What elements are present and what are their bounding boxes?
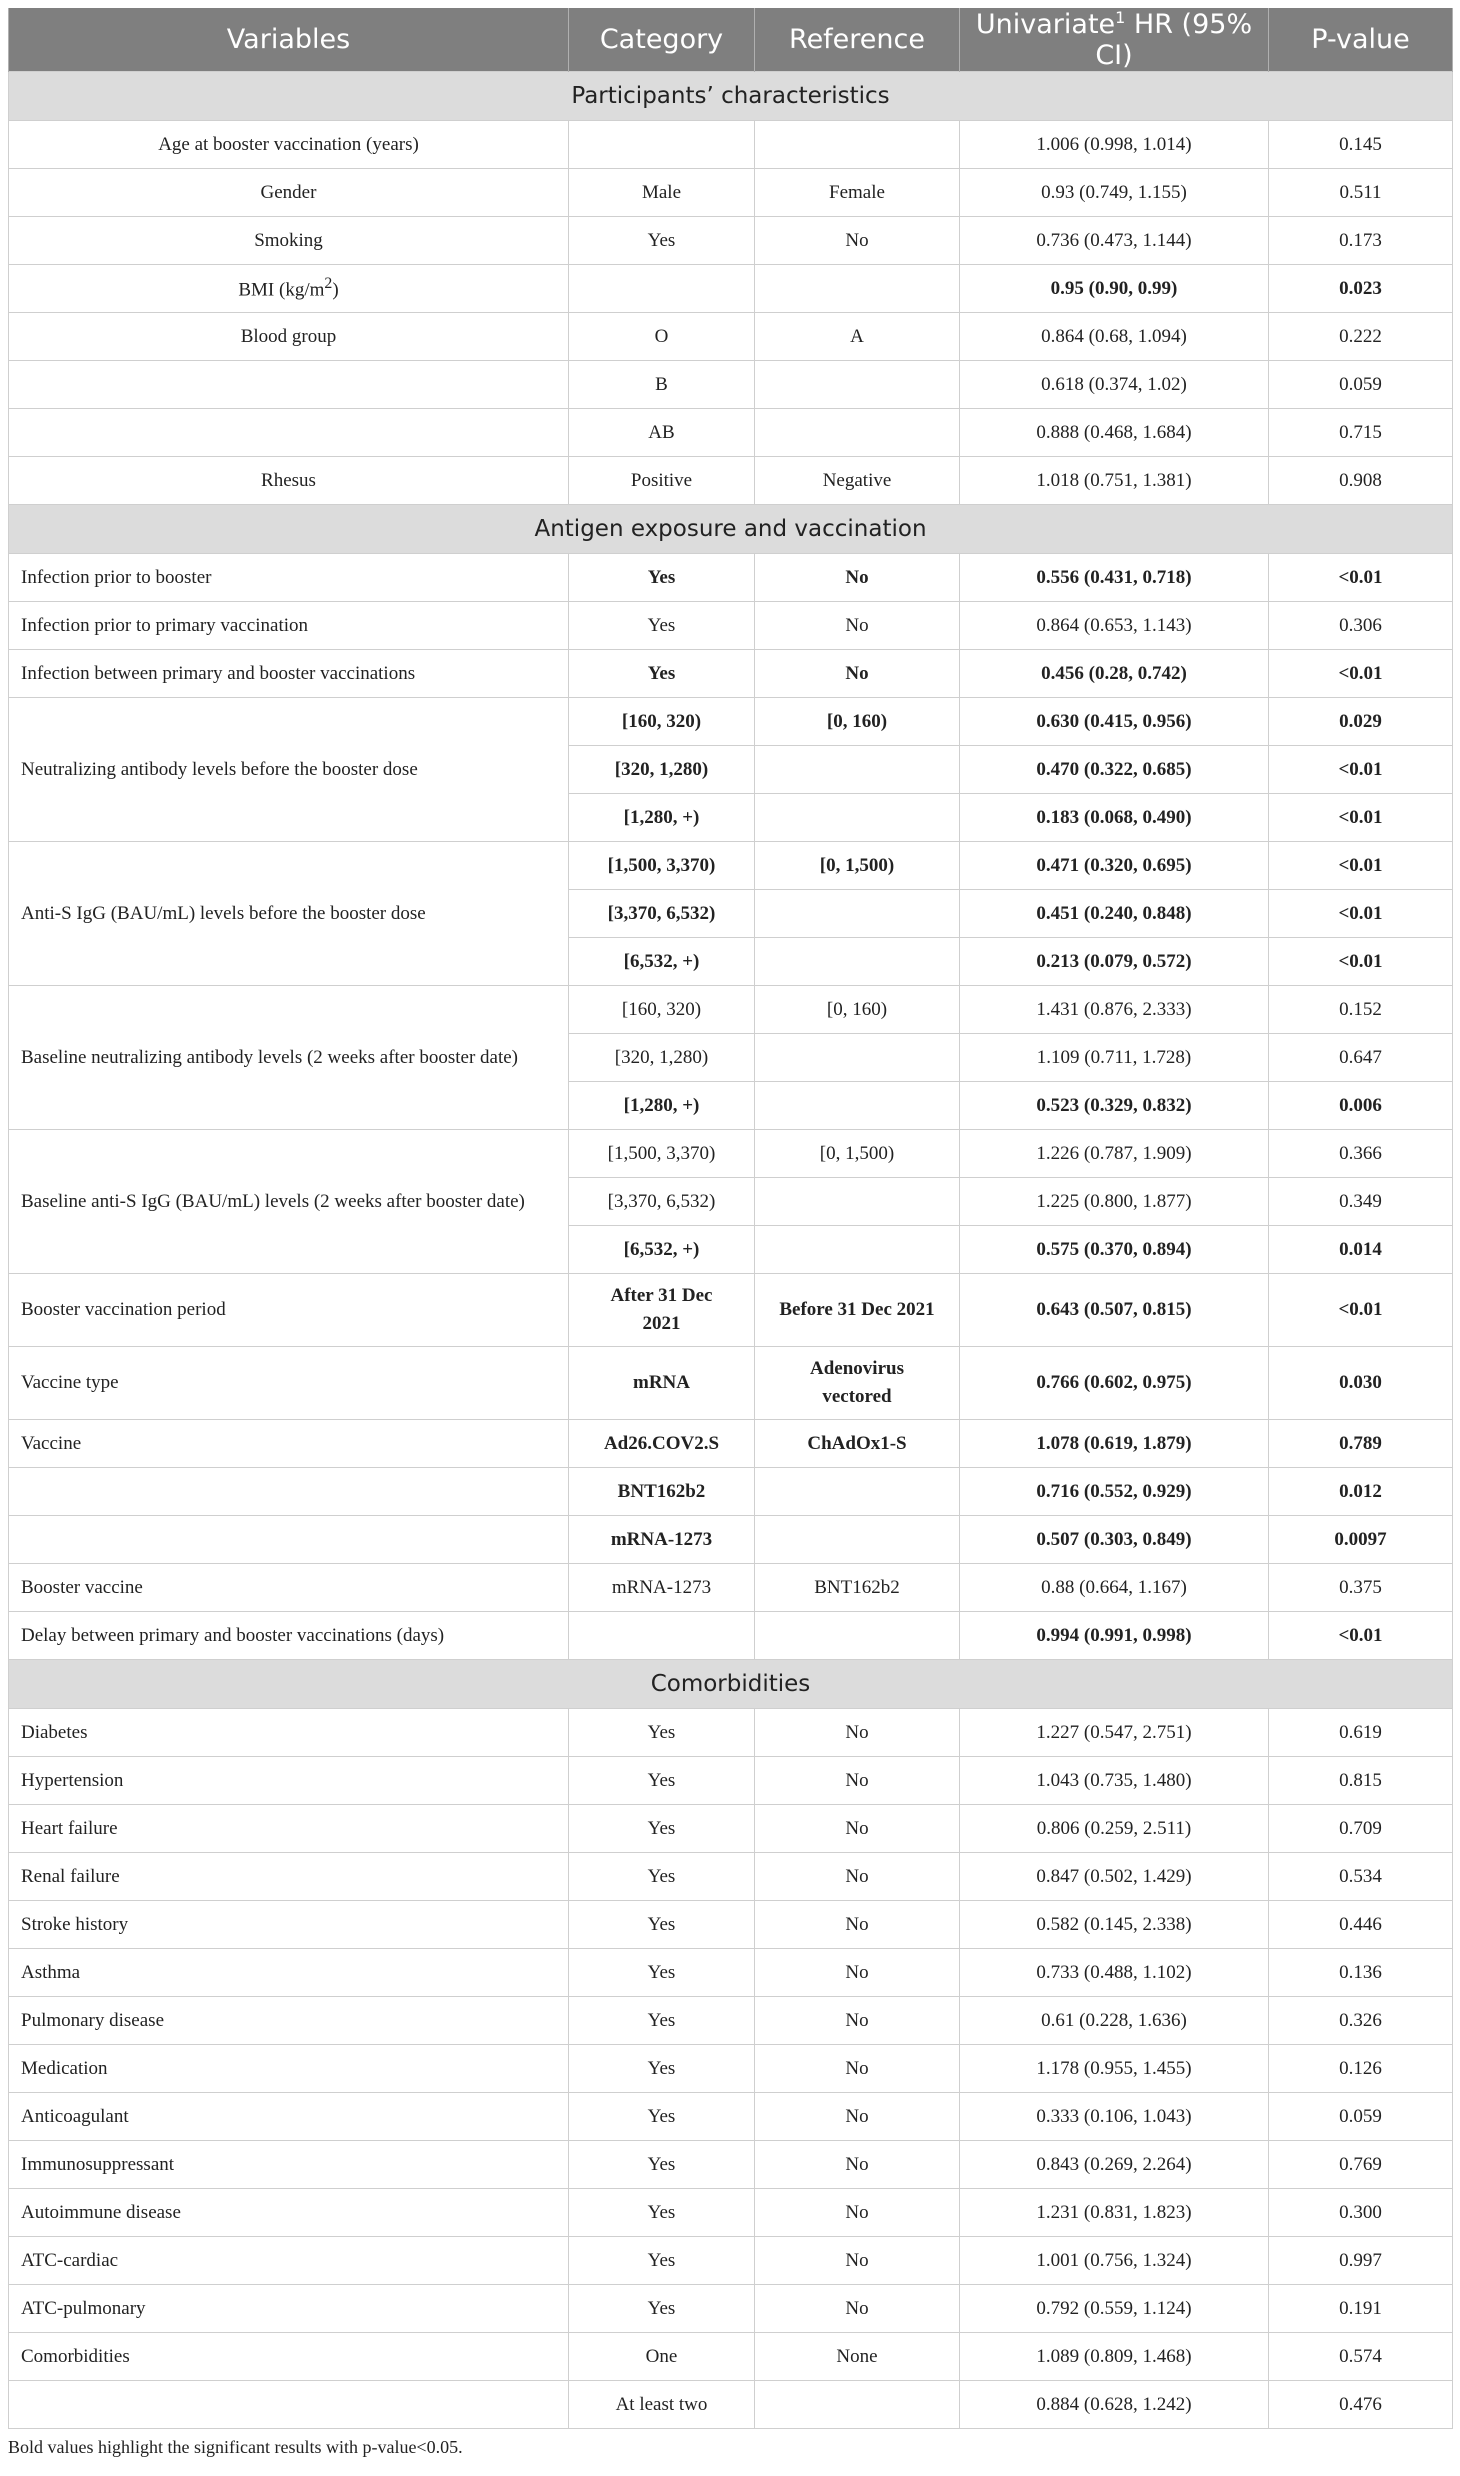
pvalue-cell: 0.997 xyxy=(1269,2237,1453,2285)
variable-cell: Vaccine type xyxy=(9,1347,569,1420)
hr-cell: 0.471 (0.320, 0.695) xyxy=(960,842,1269,890)
category-cell: Yes xyxy=(569,2285,755,2333)
hr-cell: 0.847 (0.502, 1.429) xyxy=(960,1853,1269,1901)
reference-cell xyxy=(755,1612,960,1660)
hr-cell: 1.178 (0.955, 1.455) xyxy=(960,2045,1269,2093)
pvalue-cell: 0.306 xyxy=(1269,602,1453,650)
variable-cell: Vaccine xyxy=(9,1420,569,1468)
section-row-comorbidities xyxy=(9,1660,1453,1709)
category-cell: [3,370, 6,532) xyxy=(569,890,755,938)
category-cell: Yes xyxy=(569,650,755,698)
category-cell: At least two xyxy=(569,2381,755,2429)
pvalue-cell: 0.647 xyxy=(1269,1034,1453,1082)
variable-cell xyxy=(9,1516,569,1564)
pvalue-cell: 0.375 xyxy=(1269,1564,1453,1612)
variable-cell: Anticoagulant xyxy=(9,2093,569,2141)
reference-cell: No xyxy=(755,2093,960,2141)
table-row xyxy=(9,1564,1453,1612)
reference-cell: BNT162b2 xyxy=(755,1564,960,1612)
bmi-label: BMI (kg/m xyxy=(238,279,325,301)
reference-cell xyxy=(755,121,960,169)
reference-cell xyxy=(755,1034,960,1082)
table-row xyxy=(9,1347,1453,1420)
hr-cell: 0.582 (0.145, 2.338) xyxy=(960,1901,1269,1949)
category-cell xyxy=(569,265,755,313)
category-cell: Yes xyxy=(569,2189,755,2237)
hr-cell: 0.864 (0.653, 1.143) xyxy=(960,602,1269,650)
variable-cell: Anti-S IgG (BAU/mL) levels before the booster dose xyxy=(9,842,569,986)
header-reference: Reference xyxy=(755,8,960,72)
hr-cell: 1.225 (0.800, 1.877) xyxy=(960,1178,1269,1226)
category-cell: Yes xyxy=(569,1997,755,2045)
reference-cell: No xyxy=(755,1709,960,1757)
category-cell: [320, 1,280) xyxy=(569,1034,755,1082)
table-container xyxy=(8,8,1452,2458)
variable-cell: Autoimmune disease xyxy=(9,2189,569,2237)
reference-cell: [0, 160) xyxy=(755,986,960,1034)
table-row xyxy=(9,361,1453,409)
header-variables: Variables xyxy=(9,8,569,72)
table-row xyxy=(9,457,1453,505)
variable-cell: Neutralizing antibody levels before the booster dose xyxy=(9,698,569,842)
pvalue-cell: 0.152 xyxy=(1269,986,1453,1034)
reference-cell xyxy=(755,1468,960,1516)
reference-cell: No xyxy=(755,2045,960,2093)
pvalue-cell: 0.789 xyxy=(1269,1420,1453,1468)
pvalue-cell: 0.715 xyxy=(1269,409,1453,457)
pvalue-cell: 0.326 xyxy=(1269,1997,1453,2045)
variable-cell: Immunosuppressant xyxy=(9,2141,569,2189)
variable-cell: Asthma xyxy=(9,1949,569,1997)
pvalue-cell: <0.01 xyxy=(1269,890,1453,938)
variable-cell: Infection between primary and booster vaccinations xyxy=(9,650,569,698)
table-row xyxy=(9,1420,1453,1468)
table-row xyxy=(9,2141,1453,2189)
pvalue-cell: 0.769 xyxy=(1269,2141,1453,2189)
category-cell xyxy=(569,121,755,169)
pvalue-cell: 0.059 xyxy=(1269,2093,1453,2141)
table-footnote: Bold values highlight the significant results with p-value<0.05. xyxy=(8,2437,463,2457)
category-cell xyxy=(569,1612,755,1660)
category-line: After 31 Dec xyxy=(610,1285,713,1306)
category-cell: Yes xyxy=(569,1853,755,1901)
hr-cell: 0.61 (0.228, 1.636) xyxy=(960,1997,1269,2045)
reference-cell xyxy=(755,1347,960,1420)
section-row-antigen xyxy=(9,505,1453,554)
category-cell: Ad26.COV2.S xyxy=(569,1420,755,1468)
pvalue-cell: 0.173 xyxy=(1269,217,1453,265)
variable-cell: Booster vaccination period xyxy=(9,1274,569,1347)
hr-cell: 0.888 (0.468, 1.684) xyxy=(960,409,1269,457)
hr-cell: 0.766 (0.602, 0.975) xyxy=(960,1347,1269,1420)
hr-cell: 0.456 (0.28, 0.742) xyxy=(960,650,1269,698)
variable-cell: Blood group xyxy=(9,313,569,361)
category-cell: Yes xyxy=(569,1757,755,1805)
variable-cell: ATC-pulmonary xyxy=(9,2285,569,2333)
variable-cell: Baseline neutralizing antibody levels (2 weeks after booster date) xyxy=(9,986,569,1130)
pvalue-cell: 0.023 xyxy=(1269,265,1453,313)
reference-cell: None xyxy=(755,2333,960,2381)
category-cell: BNT162b2 xyxy=(569,1468,755,1516)
reference-cell xyxy=(755,1516,960,1564)
pvalue-cell: <0.01 xyxy=(1269,554,1453,602)
reference-cell xyxy=(755,1178,960,1226)
table-row xyxy=(9,2381,1453,2429)
category-cell: AB xyxy=(569,409,755,457)
table-row xyxy=(9,602,1453,650)
hr-cell: 1.043 (0.735, 1.480) xyxy=(960,1757,1269,1805)
variable-cell: Heart failure xyxy=(9,1805,569,1853)
comorbidities-body xyxy=(9,1709,1453,2429)
reference-cell: [0, 160) xyxy=(755,698,960,746)
pvalue-cell: 0.029 xyxy=(1269,698,1453,746)
table-row xyxy=(9,121,1453,169)
pvalue-cell: 0.191 xyxy=(1269,2285,1453,2333)
reference-cell: No xyxy=(755,554,960,602)
variable-cell xyxy=(9,265,569,313)
reference-cell: No xyxy=(755,650,960,698)
header-pvalue: P-value xyxy=(1269,8,1453,72)
reference-cell: No xyxy=(755,1757,960,1805)
reference-cell: No xyxy=(755,2189,960,2237)
category-cell: [3,370, 6,532) xyxy=(569,1178,755,1226)
variable-cell: Smoking xyxy=(9,217,569,265)
variable-cell xyxy=(9,409,569,457)
pvalue-cell: 0.145 xyxy=(1269,121,1453,169)
reference-line: Adenovirus xyxy=(810,1358,904,1379)
variable-cell: Rhesus xyxy=(9,457,569,505)
reference-cell: No xyxy=(755,1805,960,1853)
hr-cell: 0.806 (0.259, 2.511) xyxy=(960,1805,1269,1853)
hr-cell: 1.431 (0.876, 2.333) xyxy=(960,986,1269,1034)
table-row xyxy=(9,1853,1453,1901)
category-cell: [1,280, +) xyxy=(569,794,755,842)
table-row xyxy=(9,698,1453,746)
reference-cell xyxy=(755,794,960,842)
category-cell: Yes xyxy=(569,2237,755,2285)
header-category: Category xyxy=(569,8,755,72)
header-hr-suffix: HR (95% CI) xyxy=(1095,9,1253,71)
pvalue-cell: <0.01 xyxy=(1269,746,1453,794)
reference-cell xyxy=(755,361,960,409)
hr-cell: 0.470 (0.322, 0.685) xyxy=(960,746,1269,794)
reference-cell: No xyxy=(755,1853,960,1901)
pvalue-cell: 0.908 xyxy=(1269,457,1453,505)
hr-cell: 1.078 (0.619, 1.879) xyxy=(960,1420,1269,1468)
section-title: Antigen exposure and vaccination xyxy=(9,505,1453,554)
hr-cell: 0.333 (0.106, 1.043) xyxy=(960,2093,1269,2141)
category-cell: [160, 320) xyxy=(569,698,755,746)
pvalue-cell: 0.446 xyxy=(1269,1901,1453,1949)
pvalue-cell: <0.01 xyxy=(1269,1612,1453,1660)
pvalue-cell: 0.136 xyxy=(1269,1949,1453,1997)
header-hr xyxy=(960,8,1269,72)
category-cell: [1,280, +) xyxy=(569,1082,755,1130)
hr-cell: 0.523 (0.329, 0.832) xyxy=(960,1082,1269,1130)
table-row xyxy=(9,1757,1453,1805)
table-row xyxy=(9,2189,1453,2237)
table-row xyxy=(9,409,1453,457)
variable-cell: Medication xyxy=(9,2045,569,2093)
variable-cell: ATC-cardiac xyxy=(9,2237,569,2285)
category-cell: Yes xyxy=(569,2141,755,2189)
table-row xyxy=(9,554,1453,602)
section-title: Participants’ characteristics xyxy=(9,72,1453,121)
pvalue-cell: <0.01 xyxy=(1269,938,1453,986)
hr-cell: 0.93 (0.749, 1.155) xyxy=(960,169,1269,217)
variable-cell: Comorbidities xyxy=(9,2333,569,2381)
header-hr-footnote-mark: 1 xyxy=(1115,8,1126,27)
variable-cell: Stroke history xyxy=(9,1901,569,1949)
category-cell: O xyxy=(569,313,755,361)
table-row xyxy=(9,2333,1453,2381)
hr-cell: 0.843 (0.269, 2.264) xyxy=(960,2141,1269,2189)
reference-cell: No xyxy=(755,602,960,650)
variable-cell: Baseline anti-S IgG (BAU/mL) levels (2 weeks after booster date) xyxy=(9,1130,569,1274)
table-row xyxy=(9,650,1453,698)
table-row xyxy=(9,217,1453,265)
hr-cell: 0.451 (0.240, 0.848) xyxy=(960,890,1269,938)
category-cell: Yes xyxy=(569,1709,755,1757)
variable-cell: Infection prior to booster xyxy=(9,554,569,602)
hr-cell: 0.643 (0.507, 0.815) xyxy=(960,1274,1269,1347)
reference-cell xyxy=(755,1082,960,1130)
hr-cell: 0.733 (0.488, 1.102) xyxy=(960,1949,1269,1997)
reference-cell xyxy=(755,938,960,986)
table-row xyxy=(9,2045,1453,2093)
table-row xyxy=(9,1274,1453,1347)
section-row-participants xyxy=(9,72,1453,121)
hr-cell: 1.227 (0.547, 2.751) xyxy=(960,1709,1269,1757)
reference-cell: [0, 1,500) xyxy=(755,1130,960,1178)
reference-cell: No xyxy=(755,2141,960,2189)
reference-cell: ChAdOx1-S xyxy=(755,1420,960,1468)
table-row xyxy=(9,1516,1453,1564)
category-line: 2021 xyxy=(642,1313,681,1334)
category-cell: Yes xyxy=(569,2093,755,2141)
table-row xyxy=(9,1612,1453,1660)
reference-cell: No xyxy=(755,2237,960,2285)
reference-cell: No xyxy=(755,1901,960,1949)
pvalue-cell: <0.01 xyxy=(1269,794,1453,842)
reference-cell: Female xyxy=(755,169,960,217)
hr-cell: 1.006 (0.998, 1.014) xyxy=(960,121,1269,169)
bmi-superscript: 2 xyxy=(324,275,333,293)
category-cell: Positive xyxy=(569,457,755,505)
table-row xyxy=(9,1997,1453,2045)
hr-cell: 0.213 (0.079, 0.572) xyxy=(960,938,1269,986)
variable-cell: Booster vaccine xyxy=(9,1564,569,1612)
category-cell: Yes xyxy=(569,1805,755,1853)
table-row xyxy=(9,2093,1453,2141)
reference-cell xyxy=(755,890,960,938)
variable-cell: Hypertension xyxy=(9,1757,569,1805)
reference-cell: No xyxy=(755,217,960,265)
variable-cell: Diabetes xyxy=(9,1709,569,1757)
table-row xyxy=(9,842,1453,890)
table-row xyxy=(9,1709,1453,1757)
category-cell: mRNA-1273 xyxy=(569,1564,755,1612)
reference-cell xyxy=(755,409,960,457)
pvalue-cell: 0.0097 xyxy=(1269,1516,1453,1564)
variable-cell: Gender xyxy=(9,169,569,217)
table-row xyxy=(9,1949,1453,1997)
variable-cell xyxy=(9,2381,569,2429)
category-cell: One xyxy=(569,2333,755,2381)
hr-cell: 1.089 (0.809, 1.468) xyxy=(960,2333,1269,2381)
pvalue-cell: 0.030 xyxy=(1269,1347,1453,1420)
category-cell: [1,500, 3,370) xyxy=(569,1130,755,1178)
pvalue-cell: 0.014 xyxy=(1269,1226,1453,1274)
pvalue-cell: 0.476 xyxy=(1269,2381,1453,2429)
reference-line: vectored xyxy=(822,1386,892,1407)
category-cell: Yes xyxy=(569,2045,755,2093)
category-cell: Yes xyxy=(569,554,755,602)
hr-cell: 1.231 (0.831, 1.823) xyxy=(960,2189,1269,2237)
hr-cell: 0.95 (0.90, 0.99) xyxy=(960,265,1269,313)
category-cell: Male xyxy=(569,169,755,217)
hr-cell: 0.792 (0.559, 1.124) xyxy=(960,2285,1269,2333)
pvalue-cell: 0.349 xyxy=(1269,1178,1453,1226)
category-cell: [160, 320) xyxy=(569,986,755,1034)
hr-cell: 0.507 (0.303, 0.849) xyxy=(960,1516,1269,1564)
table-row xyxy=(9,1901,1453,1949)
reference-cell xyxy=(755,265,960,313)
hr-cell: 0.884 (0.628, 1.242) xyxy=(960,2381,1269,2429)
variable-cell: Age at booster vaccination (years) xyxy=(9,121,569,169)
hr-cell: 0.618 (0.374, 1.02) xyxy=(960,361,1269,409)
hr-cell: 0.716 (0.552, 0.929) xyxy=(960,1468,1269,1516)
category-cell: [6,532, +) xyxy=(569,938,755,986)
table-row xyxy=(9,2285,1453,2333)
hr-cell: 0.183 (0.068, 0.490) xyxy=(960,794,1269,842)
table-row xyxy=(9,1468,1453,1516)
category-cell: B xyxy=(569,361,755,409)
variable-cell xyxy=(9,1468,569,1516)
reference-cell xyxy=(755,1226,960,1274)
hr-cell: 0.864 (0.68, 1.094) xyxy=(960,313,1269,361)
category-cell: [320, 1,280) xyxy=(569,746,755,794)
header-row xyxy=(9,8,1453,72)
category-cell: [6,532, +) xyxy=(569,1226,755,1274)
variable-cell: Delay between primary and booster vaccinations (days) xyxy=(9,1612,569,1660)
reference-cell: No xyxy=(755,1997,960,2045)
pvalue-cell: 0.059 xyxy=(1269,361,1453,409)
hr-cell: 0.88 (0.664, 1.167) xyxy=(960,1564,1269,1612)
category-cell: [1,500, 3,370) xyxy=(569,842,755,890)
table-row xyxy=(9,986,1453,1034)
pvalue-cell: 0.534 xyxy=(1269,1853,1453,1901)
hr-cell: 1.018 (0.751, 1.381) xyxy=(960,457,1269,505)
table-row xyxy=(9,169,1453,217)
hr-cell: 0.994 (0.991, 0.998) xyxy=(960,1612,1269,1660)
category-cell: Yes xyxy=(569,1949,755,1997)
table-row xyxy=(9,1805,1453,1853)
pvalue-cell: 0.126 xyxy=(1269,2045,1453,2093)
reference-cell: A xyxy=(755,313,960,361)
category-cell: Yes xyxy=(569,602,755,650)
pvalue-cell: <0.01 xyxy=(1269,650,1453,698)
pvalue-cell: 0.619 xyxy=(1269,1709,1453,1757)
table-row xyxy=(9,313,1453,361)
hr-cell: 0.736 (0.473, 1.144) xyxy=(960,217,1269,265)
table-row xyxy=(9,1130,1453,1178)
pvalue-cell: 0.300 xyxy=(1269,2189,1453,2237)
table-row xyxy=(9,2237,1453,2285)
pvalue-cell: 0.366 xyxy=(1269,1130,1453,1178)
pvalue-cell: 0.012 xyxy=(1269,1468,1453,1516)
hr-cell: 1.001 (0.756, 1.324) xyxy=(960,2237,1269,2285)
category-cell: Yes xyxy=(569,1901,755,1949)
variable-cell: Infection prior to primary vaccination xyxy=(9,602,569,650)
variable-cell: Pulmonary disease xyxy=(9,1997,569,2045)
pvalue-cell: 0.709 xyxy=(1269,1805,1453,1853)
category-cell: Yes xyxy=(569,217,755,265)
pvalue-cell: 0.006 xyxy=(1269,1082,1453,1130)
pvalue-cell: <0.01 xyxy=(1269,1274,1453,1347)
hr-cell: 0.575 (0.370, 0.894) xyxy=(960,1226,1269,1274)
reference-cell: Negative xyxy=(755,457,960,505)
hr-cell: 1.226 (0.787, 1.909) xyxy=(960,1130,1269,1178)
reference-cell: No xyxy=(755,1949,960,1997)
bmi-label-end: ) xyxy=(332,279,339,301)
variable-cell xyxy=(9,361,569,409)
hr-cell: 1.109 (0.711, 1.728) xyxy=(960,1034,1269,1082)
reference-cell: [0, 1,500) xyxy=(755,842,960,890)
hazard-ratio-table xyxy=(8,8,1453,2429)
category-cell: mRNA xyxy=(569,1347,755,1420)
pvalue-cell: 0.815 xyxy=(1269,1757,1453,1805)
reference-cell xyxy=(755,746,960,794)
pvalue-cell: 0.574 xyxy=(1269,2333,1453,2381)
pvalue-cell: 0.511 xyxy=(1269,169,1453,217)
table-row xyxy=(9,265,1453,313)
section-title: Comorbidities xyxy=(9,1660,1453,1709)
reference-cell: Before 31 Dec 2021 xyxy=(755,1274,960,1347)
hr-cell: 0.630 (0.415, 0.956) xyxy=(960,698,1269,746)
pvalue-cell: <0.01 xyxy=(1269,842,1453,890)
reference-cell xyxy=(755,2381,960,2429)
variable-cell: Renal failure xyxy=(9,1853,569,1901)
header-hr-prefix: Univariate xyxy=(975,9,1116,40)
hr-cell: 0.556 (0.431, 0.718) xyxy=(960,554,1269,602)
category-cell xyxy=(569,1274,755,1347)
category-cell: mRNA-1273 xyxy=(569,1516,755,1564)
pvalue-cell: 0.222 xyxy=(1269,313,1453,361)
reference-cell: No xyxy=(755,2285,960,2333)
